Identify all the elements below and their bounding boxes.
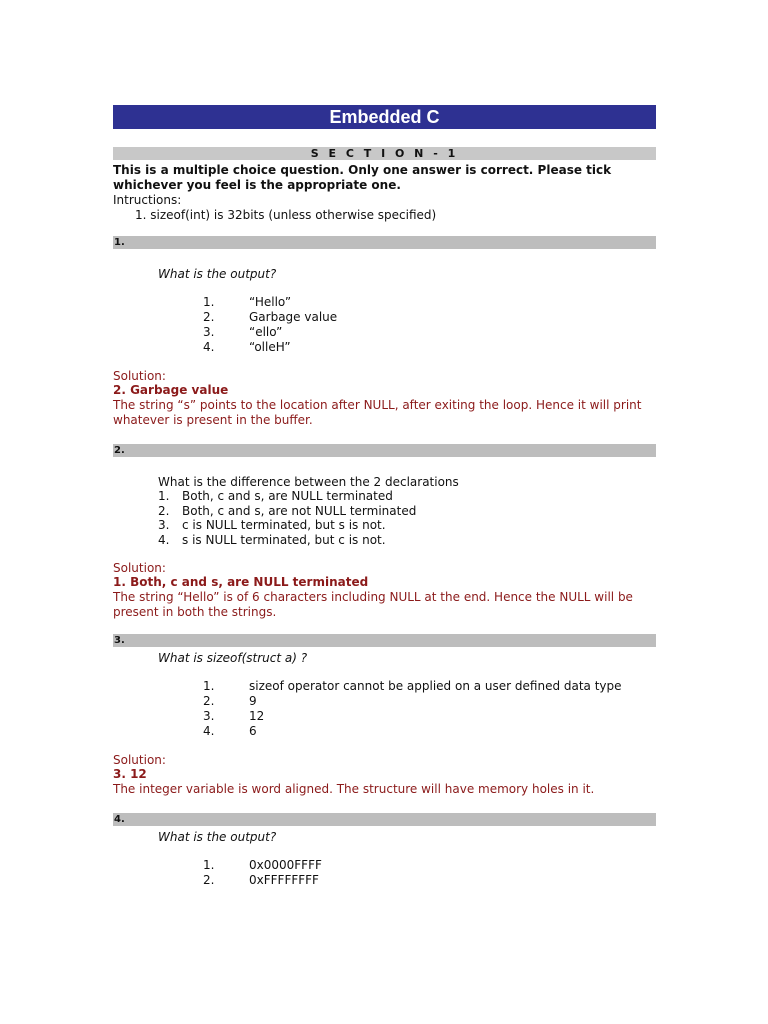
document-title: Embedded C	[113, 105, 656, 129]
solution-label: Solution:	[113, 753, 166, 767]
solution-explanation: The string “s” points to the location after NULL, after exiting the loop. Hence it will print whatever is present in the buffer.	[113, 398, 642, 427]
solution-label: Solution:	[113, 369, 166, 383]
option-item: 1. 0x0000FFFF	[203, 858, 322, 872]
question-number: 2.	[113, 444, 656, 457]
option-item: 1. sizeof operator cannot be applied on a user defined data type	[203, 679, 622, 693]
option-list	[113, 679, 656, 739]
option-list	[113, 295, 656, 355]
solution-answer: 1. Both, c and s, are NULL terminated	[113, 575, 369, 589]
option-item: 2. Garbage value	[203, 310, 338, 324]
question-prompt: What is the output?	[158, 267, 277, 281]
option-item: 2. Both, c and s, are not NULL terminated	[158, 503, 417, 518]
option-item: 3. 12	[203, 709, 265, 723]
question-1	[113, 236, 656, 428]
option-item: 2. 0xFFFFFFFF	[203, 873, 319, 887]
option-item: 4. 6	[203, 724, 257, 738]
solution-label: Solution:	[113, 561, 166, 575]
question-number: 4.	[113, 813, 656, 826]
question-number: 3.	[113, 634, 656, 647]
option-list	[113, 858, 656, 888]
question-4	[113, 813, 656, 888]
solution-explanation: The integer variable is word aligned. The structure will have memory holes in it.	[113, 782, 595, 796]
intro-text: This is a multiple choice question. Only one answer is correct. Please tick whichever you feel is the appropriate one.	[113, 163, 612, 192]
solution-answer: 2. Garbage value	[113, 383, 229, 397]
question-2	[113, 444, 656, 620]
question-number: 1.	[113, 236, 656, 249]
document-page	[113, 105, 656, 888]
instructions-list	[113, 207, 656, 223]
option-item: 2. 9	[203, 694, 257, 708]
instruction-item: 1. sizeof(int) is 32bits (unless otherwise specified)	[135, 208, 437, 222]
option-item: 3. “ello”	[203, 325, 283, 339]
option-item: 1. “Hello”	[203, 295, 292, 309]
option-item: 4. s is NULL terminated, but c is not.	[158, 532, 386, 547]
question-prompt: What is sizeof(struct a) ?	[158, 651, 308, 665]
section-heading: S E C T I O N - 1	[113, 147, 656, 160]
option-list	[113, 489, 656, 547]
option-item: 1. Both, c and s, are NULL terminated	[158, 489, 393, 503]
solution-answer: 3. 12	[113, 767, 147, 781]
instructions-label: Intructions:	[113, 193, 182, 207]
option-item: 4. “olleH”	[203, 340, 291, 354]
option-item: 3. c is NULL terminated, but s is not.	[158, 518, 386, 532]
question-prompt: What is the difference between the 2 declarations	[158, 475, 459, 489]
question-prompt: What is the output?	[158, 830, 277, 844]
solution-explanation: The string “Hello” is of 6 characters including NULL at the end. Hence the NULL will be present in both the strings.	[113, 590, 633, 619]
question-3	[113, 634, 656, 797]
